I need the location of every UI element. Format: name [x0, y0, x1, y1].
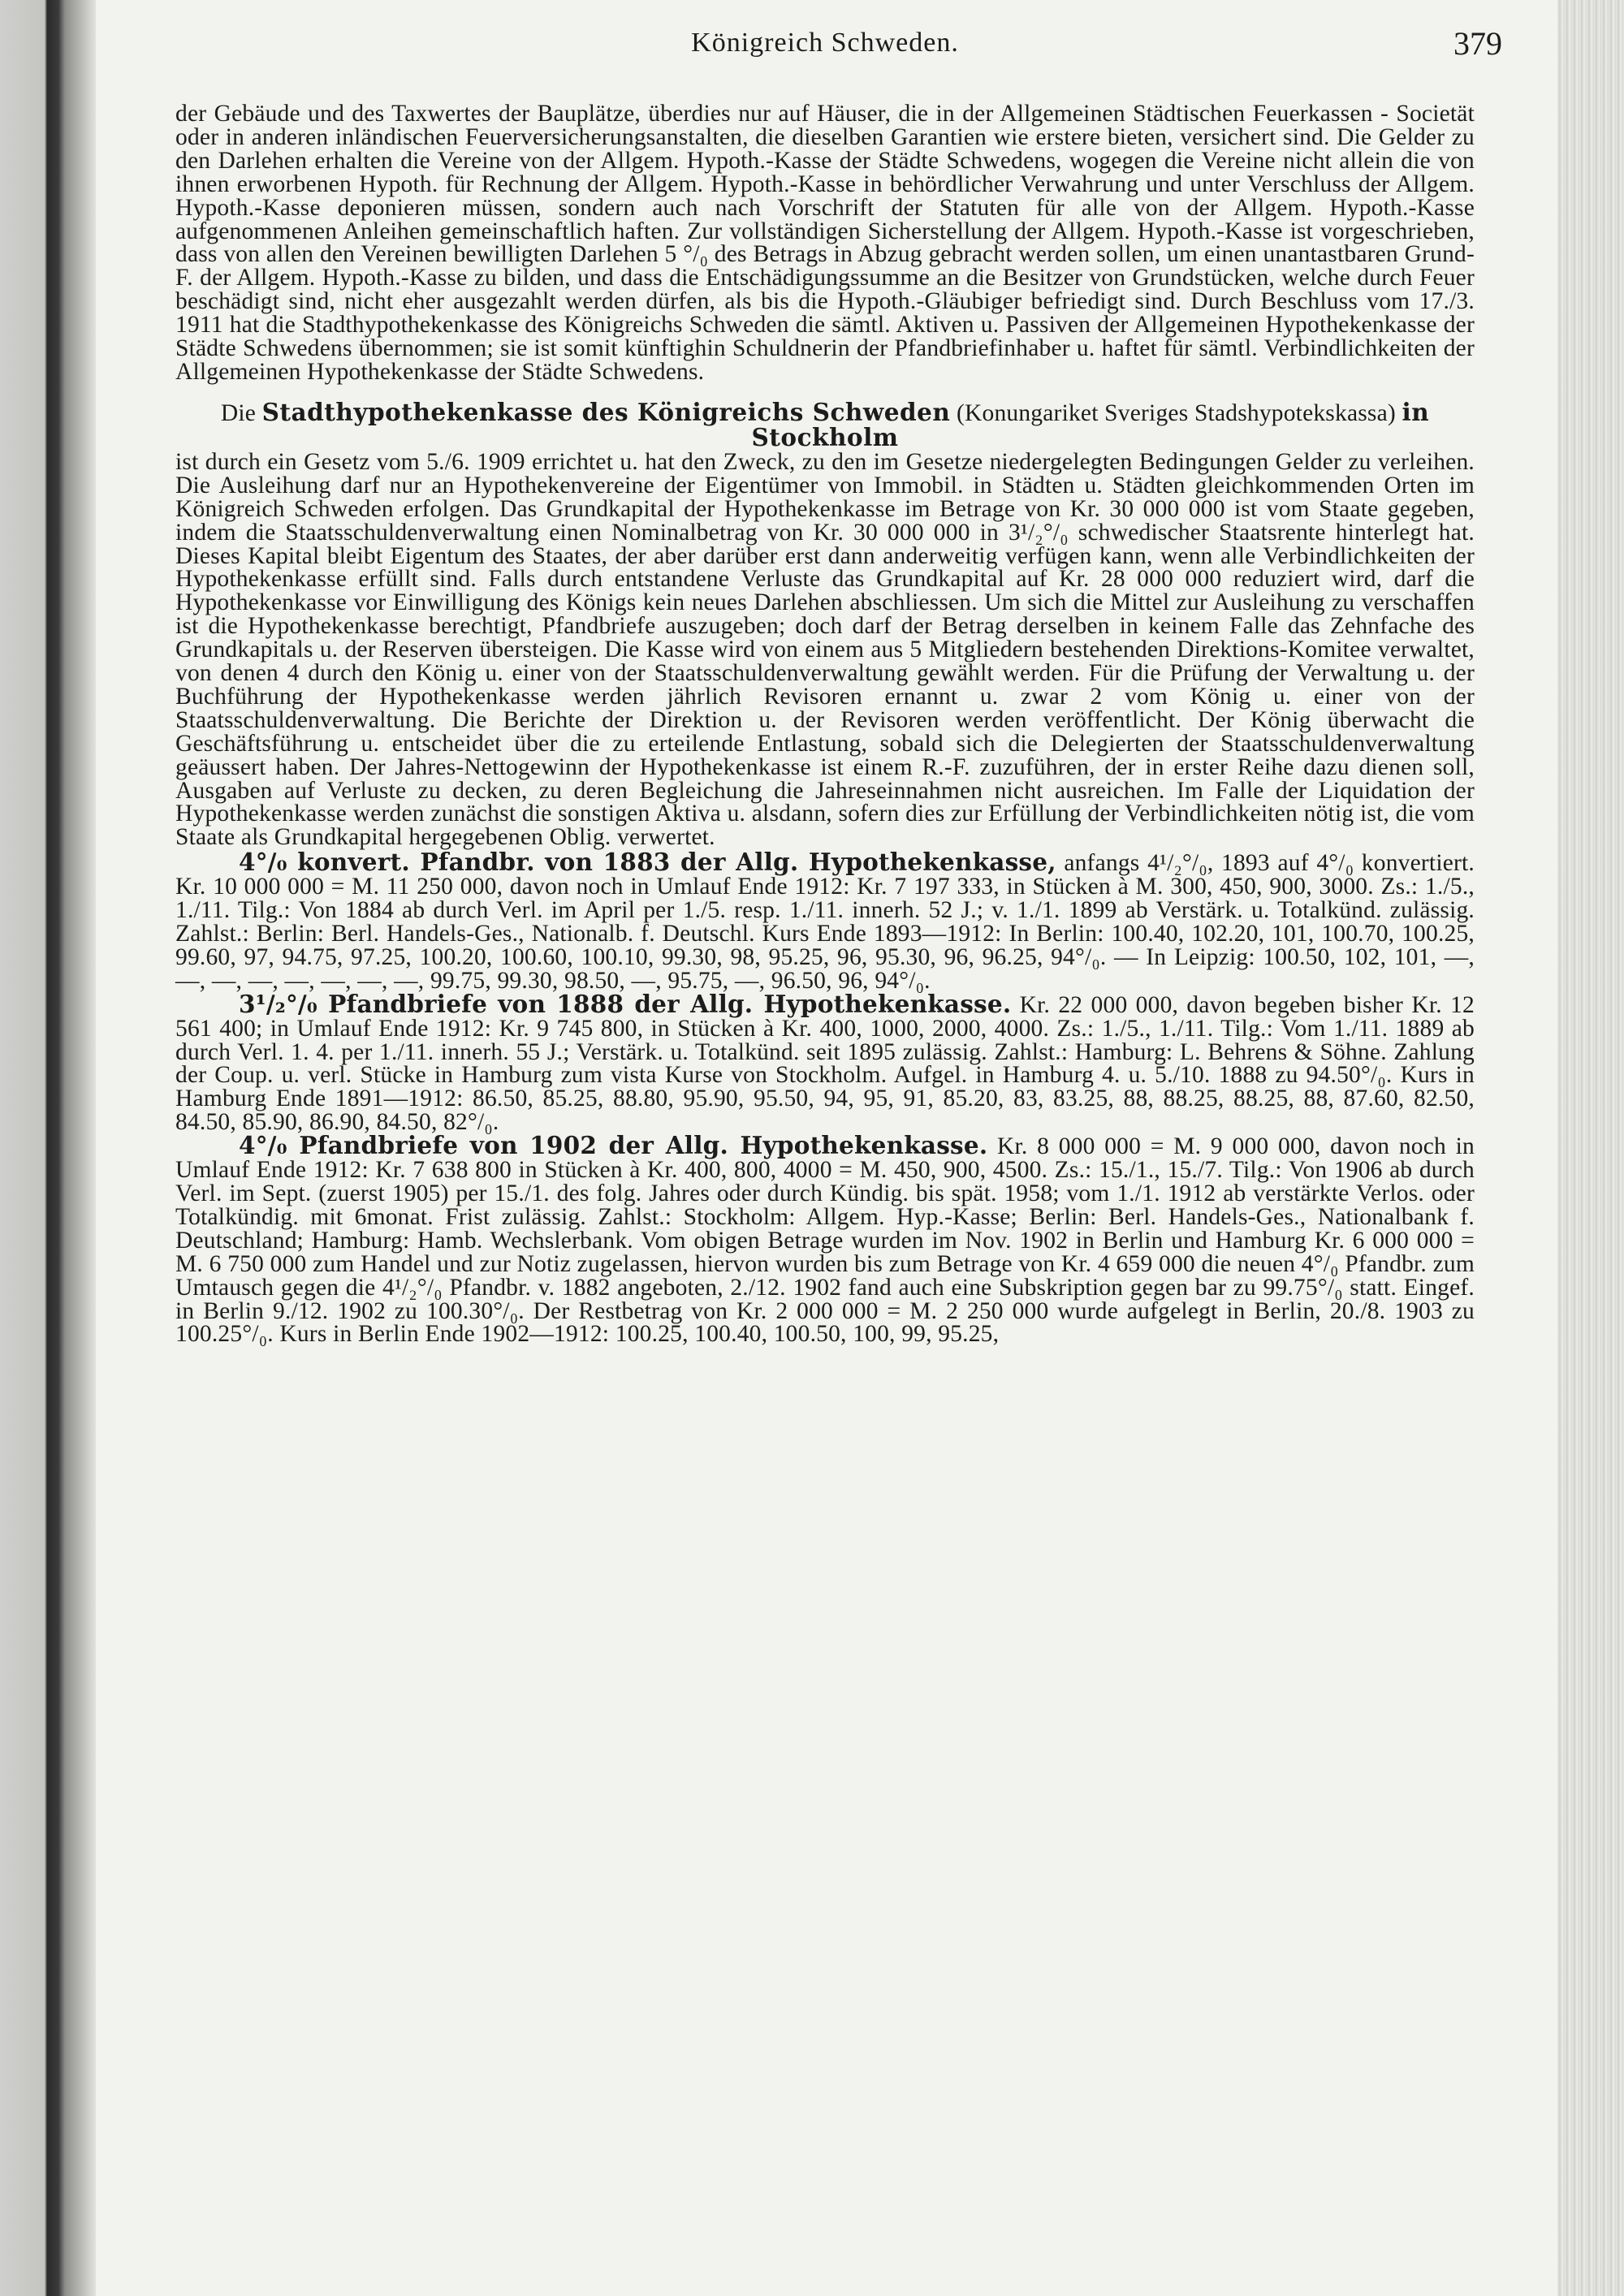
intro-paragraph: der Gebäude und des Taxwertes der Bauplätze, überdies nur auf Häuser, die in der Allgemeinen Städtischen Feuerkassen - Societät oder in anderen inländischen Feuerversicherungsanstalten, die dieselben Garantien wie erstere bieten, versichert sind. Die Gelder zu den Darlehen erhalten die Vereine von der Allgem. Hypoth.-Kasse der Städte Schwedens, wogegen die Vereine nicht allein die von ihnen erworbenen Hypoth. für Rechnung der Allgem. Hypoth.-Kasse in behördlicher Verwahrung und unter Verschluss der Allgem. Hypoth.-Kasse deponieren müssen, sondern auch nach Vorschrift der Statuten für alle von der Allgem. Hypoth.-Kasse aufgenommenen Anleihen gemeinschaftlich haften. Zur vollständigen Sicherstellung der Allgem. Hypoth.-Kasse ist vorgeschrieben, dass von allen den Vereinen bewilligten Darlehen 5 °/₀ des Betrags in Abzug gebracht werden sollen, um einen unantastbaren Grund-F. der Allgem. Hypoth.-Kasse zu bilden, und dass die Entschädigungssumme an die Besitzer von Grundstücken, welche durch Feuer beschädigt sind, nicht eher ausgezahlt werden dürfen, als bis die Hypoth.-Gläubiger befriedigt sind. Durch Beschluss vom 17./3. 1911 hat die Stadthypothekenkasse des Königreichs Schweden die sämtl. Aktiven u. Passiven der Allgemeinen Hypothekenkasse der Städte Schwedens übernommen; sie ist somit künftighin Schuldnerin der Pfandbriefinhaber u. haftet für sämtl. Verbindlichkeiten der Allgemeinen Hypothekenkasse der Städte Schwedens. [175, 101, 1475, 385]
issue-1 [175, 848, 1475, 994]
issue-heading: 4°/₀ konvert. Pfandbr. von 1883 der Allg. Hypothekenkasse, [239, 848, 1056, 877]
page-edge [1557, 0, 1624, 2296]
running-title: Königreich Schweden. [691, 28, 959, 58]
section-location-prefix: in [1402, 397, 1430, 426]
section-location: Stockholm [751, 422, 899, 451]
issue-text: anfangs 4¹/₂°/₀, 1893 auf 4°/₀ konvertiert. Kr. 10 000 000 = M. 11 250 000, davon noch in Umlauf Ende 1912: Kr. 7 197 333, in Stücken à M. 300, 450, 900, 3000. Zs.: 1./5., 1./11. Tilg.: Von 1884 ab durch Verl. im April per 1./5. resp. 1./11. innerh. 52 J.; v. 1./1. 1899 ab Verstärk. u. Totalkünd. zulässig. Zahlst.: Berlin: Berl. Handels-Ges., Nationalb. f. Deutschl. Kurs Ende 1893—1912: In Berlin: 100.40, 102.20, 101, 100.70, 100.25, 99.60, 97, 94.75, 97.25, 100.20, 100.60, 100.10, 99.30, 98, 95.25, 96, 95.30, 96, 96.25, 94°/₀. — In Leipzig: 100.50, 102, 101, —, —, —, —, —, —, —, —, 99.75, 99.30, 98.50, —, 95.75, —, 96.50, 96, 94°/₀. [175, 850, 1475, 994]
issue-text: Kr. 8 000 000 = M. 9 000 000, davon noch in Umlauf Ende 1912: Kr. 7 638 800 in Stücken à Kr. 400, 800, 4000 = M. 450, 900, 4500. Zs.: 15./1., 15./7. Tilg.: Von 1906 ab durch Verl. im Sept. (zuerst 1905) per 15./1. des folg. Jahres oder durch Kündig. bis spät. 1958; vom 1./1. 1912 ab verstärkte Verlos. oder Totalkündig. mit 6monat. Frist zulässig. Zahlst.: Stockholm: Allgem. Hyp.-Kasse; Berlin: Berl. Handels-Ges., Nationalbank f. Deutschland; Hamburg: Hamb. Wechslerbank. Vom obigen Betrage wurden im Nov. 1902 in Berlin und Hamburg Kr. 6 000 000 = M. 6 750 000 zum Handel und zur Notiz zugelassen, hiervon wurden bis zum Betrage von Kr. 4 659 000 die neuen 4°/₀ Pfandbr. zum Umtausch gegen die 4¹/₂°/₀ Pfandbr. v. 1882 angeboten, 2./12. 1902 fand auch eine Subskription gegen bar zu 99.75°/₀ statt. Eingef. in Berlin 9./12. 1902 zu 100.30°/₀. Der Restbetrag von Kr. 2 000 000 = M. 2 250 000 wurde aufgelegt in Berlin, 20./8. 1903 zu 100.25°/₀. Kurs in Berlin Ende 1902—1912: 100.25, 100.40, 100.50, 100, 99, 95.25, [175, 1133, 1475, 1348]
main-paragraph: ist durch ein Gesetz vom 5./6. 1909 errichtet u. hat den Zweck, zu den im Gesetze niedergelegten Bedingungen Gelder zu verleihen. Die Ausleihung darf nur an Hypothekenvereine der Eigentümer von Immobil. in Städten u. Städten gleichkommenden Orten im Königreich Schweden erfolgen. Das Grundkapital der Hypothekenkasse im Betrage von Kr. 30 000 000 ist vom Staate gegeben, indem die Staatsschuldenverwaltung einen Nominalbetrag von Kr. 30 000 000 in 3¹/₂°/₀ schwedischer Staatsrente hinterlegt hat. Dieses Kapital bleibt Eigentum des Staates, der aber darüber erst dann anderweitig verfügen kann, wenn alle Verbindlichkeiten der Hypothekenkasse erfüllt sind. Falls durch entstandene Verluste das Grundkapital auf Kr. 28 000 000 reduziert wird, darf die Hypothekenkasse vor Einwilligung des Königs kein neues Darlehen abschliessen. Um sich die Mittel zur Ausleihung zu verschaffen ist die Hypothekenkasse berechtigt, Pfandbriefe auszugeben; doch darf der Betrag derselben in keinem Falle das Zehnfache des Grundkapitals u. der Reserven übersteigen. Die Kasse wird von einem aus 5 Mitgliedern bestehenden Direktions-Komitee verwaltet, von denen 4 durch den König u. einer von der Staatsschuldenverwaltung gewählt werden. Für die Prüfung der Verwaltung u. der Buchführung der Hypothekenkasse werden jährlich Revisoren ernannt u. zwar 2 vom König u. einer von der Staatsschuldenverwaltung. Die Berichte der Direktion u. der Revisoren werden veröffentlicht. Der König überwacht die Geschäftsführung u. entscheidet über die zu erteilende Entlastung, sobald sich die Delegierten der Staatsschuldenverwaltung geäussert haben. Der Jahres-Nettogewinn der Hypothekenkasse ist einem R.-F. zuzuführen, der in erster Reihe dazu dienen soll, Ausgaben auf Verluste zu decken, zu deren Begleichung die Jahreseinnahmen nicht ausreichen. Im Falle der Liquidation der Hypothekenkasse werden zunächst die sonstigen Aktiva u. alsdann, sofern dies zur Erfüllung der Verbindlichkeiten nötig ist, die vom Staate als Grundkapital hergegebenen Oblig. verwertet. [175, 448, 1475, 851]
issue-3 [175, 1131, 1475, 1348]
section-swedish-name: (Konungariket Sveriges Stadshypotekskassa) [956, 399, 1396, 426]
section-name: Stadthypothekenkasse des Königreichs Schweden [261, 397, 951, 426]
issue-heading: 3¹/₂°/₀ Pfandbriefe von 1888 der Allg. Hypothekenkasse. [239, 989, 1012, 1018]
issue-heading: 4°/₀ Pfandbriefe von 1902 der Allg. Hypothekenkasse. [239, 1131, 988, 1160]
issue-2 [175, 989, 1475, 1136]
body-text [175, 102, 1475, 1346]
issue-text: Kr. 22 000 000, davon begeben bisher Kr. 12 561 400; in Umlauf Ende 1912: Kr. 9 745 800, in Stücken à Kr. 400, 1000, 2000, 4000. Zs.: 1./5., 1./11. Tilg.: Vom 1./11. 1889 ab durch Verl. 1. 4. per 1./11. innerh. 55 J.; Verstärk. u. Totalkünd. seit 1895 zulässig. Zahlst.: Hamburg: L. Behrens & Söhne. Zahlung der Coup. u. verl. Stücke in Hamburg zum vista Kurse von Stockholm. Aufgel. in Hamburg 4. u. 5./10. 1888 zu 94.50°/₀. Kurs in Hamburg Ende 1891—1912: 86.50, 85.25, 88.80, 95.90, 95.50, 94, 95, 91, 85.20, 83, 83.25, 88, 88.25, 88.25, 88, 87.60, 82.50, 84.50, 85.90, 86.90, 84.50, 82°/₀. [175, 991, 1475, 1136]
book-binding-shadow [0, 0, 96, 2296]
running-head [175, 25, 1502, 76]
section-prefix: Die [220, 399, 257, 426]
section-heading [175, 397, 1475, 451]
page-number: 379 [1453, 25, 1502, 62]
